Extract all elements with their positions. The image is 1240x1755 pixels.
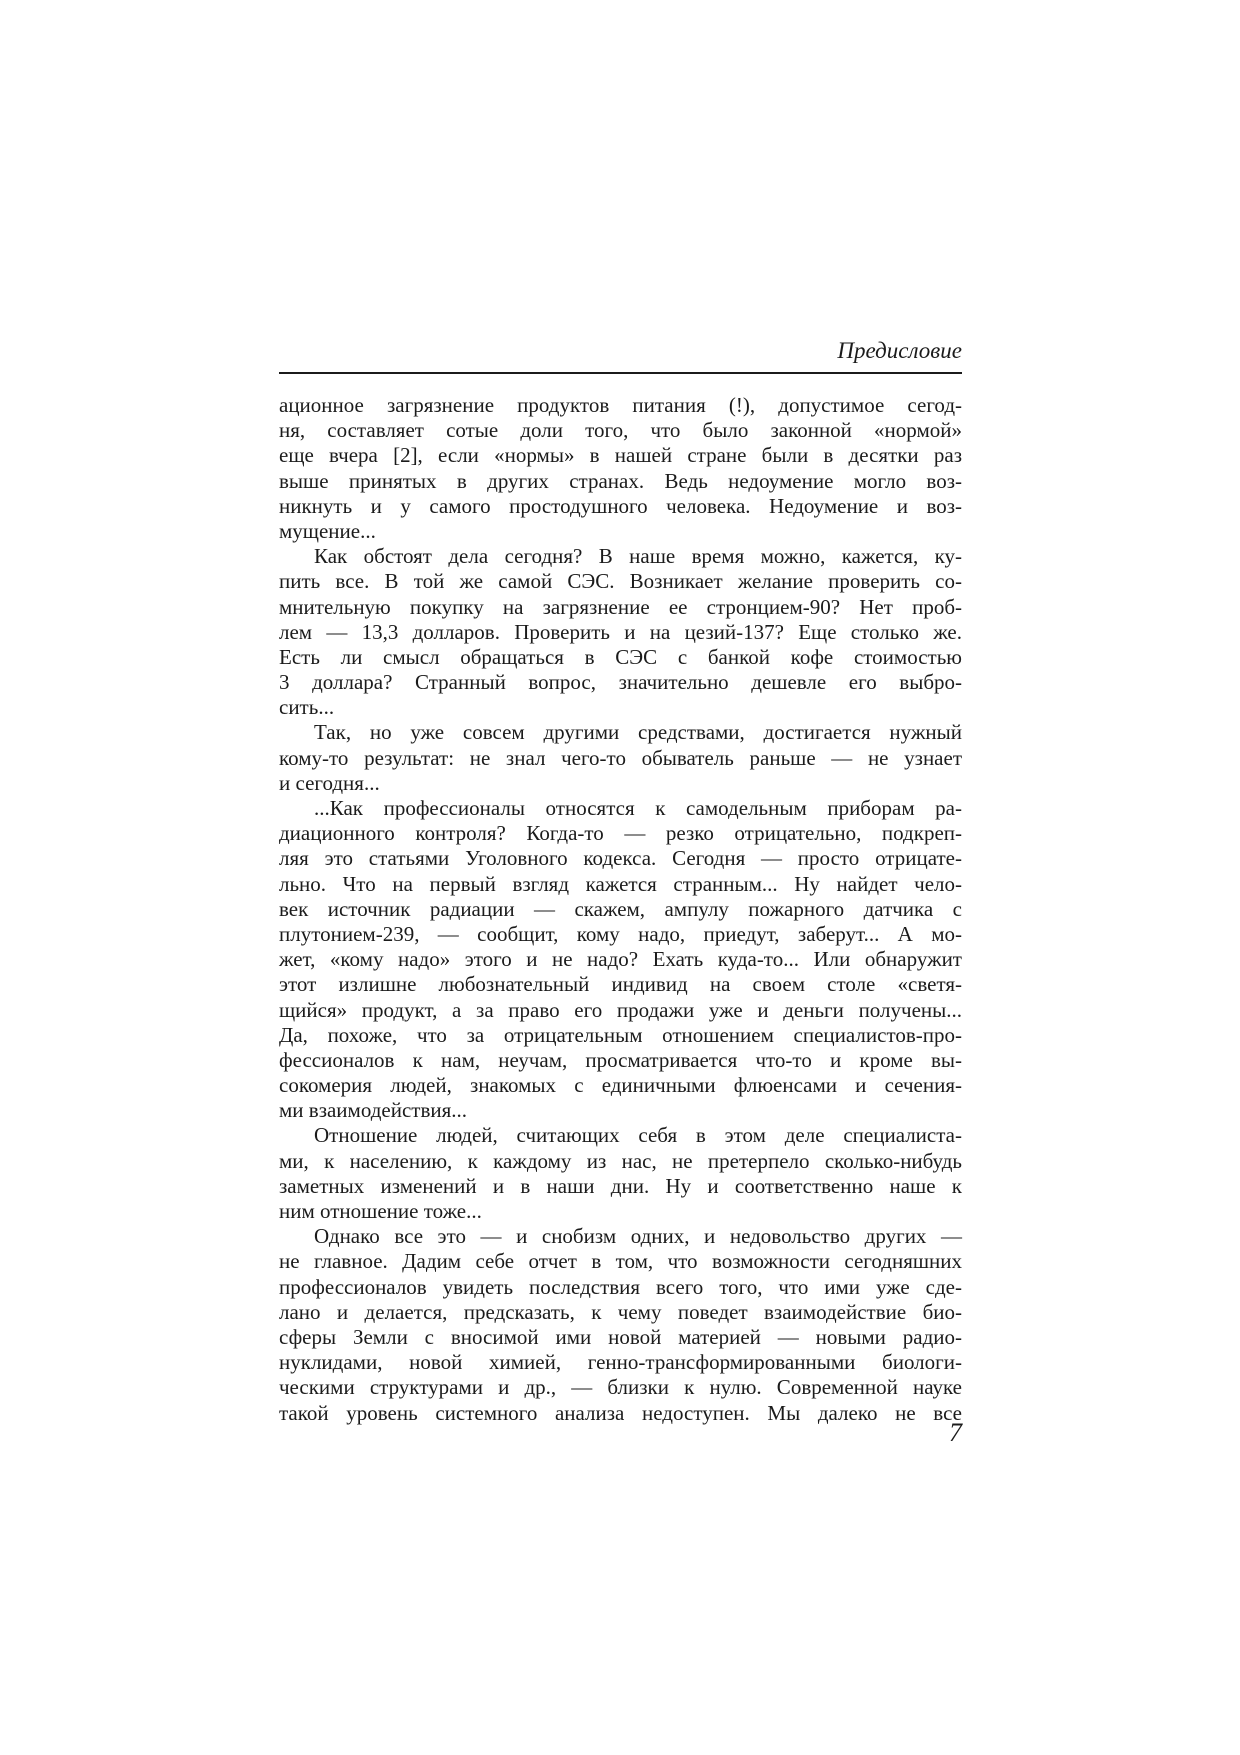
- text-line: плутонием-239, — сообщит, кому надо, приедут, заберут... А мо-: [279, 921, 962, 946]
- text-line: пить все. В той же самой СЭС. Возникает желание проверить со-: [279, 569, 962, 594]
- text-line: щийся» продукт, а за право его продажи уже и деньги получены...: [279, 997, 962, 1022]
- text-line: лано и делается, предсказать, к чему поведет взаимодействие био-: [279, 1299, 962, 1324]
- text-line: ационное загрязнение продуктов питания (!), допустимое сегод-: [279, 393, 962, 417]
- page-number: 7: [949, 1418, 962, 1447]
- text-line: мущение...: [279, 518, 376, 543]
- text-line: никнуть и у самого простодушного человека. Недоумение и воз-: [279, 493, 962, 518]
- text-line: жет, «кому надо» этого и не надо? Ехать куда-то... Или обнаружит: [279, 947, 962, 972]
- text-line: Как обстоят дела сегодня? В наше время можно, кажется, ку-: [314, 544, 962, 569]
- text-line: сферы Земли с вносимой ими новой материей — новыми радио-: [279, 1324, 962, 1349]
- text-line: и сегодня...: [279, 770, 380, 795]
- text-line: сокомерия людей, знакомых с единичными флюенсами и сечения-: [279, 1073, 962, 1098]
- text-line: нуклидами, новой химией, генно-трансформированными биологи-: [279, 1350, 962, 1375]
- text-line: еще вчера [2], если «нормы» в нашей стране были в десятки раз: [279, 443, 962, 468]
- text-line: профессионалов увидеть последствия всего того, что ими уже сде-: [279, 1274, 962, 1299]
- text-line: ми взаимодействия...: [279, 1098, 468, 1123]
- text-line: этот излишне любознательный индивид на своем столе «светя-: [279, 972, 962, 997]
- text-line: ня, составляет сотые доли того, что было законной «нормой»: [279, 418, 962, 443]
- text-line: ним отношение тоже...: [279, 1199, 482, 1223]
- text-line: ляя это статьями Уголовного кодекса. Сегодня — просто отрицате-: [279, 846, 962, 871]
- body-text: [279, 393, 962, 1426]
- text-line: льно. Что на первый взгляд кажется странным... Ну найдет чело-: [279, 871, 962, 896]
- text-line: сить...: [279, 695, 335, 720]
- text-line: заметных изменений и в наши дни. Ну и соответственно наше к: [279, 1173, 962, 1198]
- text-line: Да, похоже, что за отрицательным отношением специалистов-про-: [279, 1022, 962, 1047]
- text-line: мнительную покупку на загрязнение ее стронцием-90? Нет проб-: [279, 594, 962, 619]
- running-head: Предисловие: [837, 338, 962, 363]
- text-line: ми, к населению, к каждому из нас, не претерпело сколько-нибудь: [279, 1148, 962, 1173]
- text-line: диационного контроля? Когда-то — резко отрицательно, подкреп-: [279, 821, 962, 846]
- text-line: не главное. Дадим себе отчет в том, что возможности сегодняшних: [279, 1249, 962, 1274]
- text-line: век источник радиации — скажем, ампулу пожарного датчика с: [279, 896, 962, 921]
- header-rule: [279, 372, 962, 374]
- text-line: Однако все это — и снобизм одних, и недовольство других —: [314, 1224, 962, 1249]
- text-line: фессионалов к нам, неучам, просматривается что-то и кроме вы-: [279, 1047, 962, 1072]
- text-line: Отношение людей, считающих себя в этом деле специалиста-: [314, 1123, 962, 1148]
- text-line: выше принятых в других странах. Ведь недоумение могло воз-: [279, 468, 962, 493]
- text-line: такой уровень системного анализа недоступен. Мы далеко не все: [279, 1400, 962, 1425]
- text-line: кому-то результат: не знал чего-то обыватель раньше — не узнает: [279, 745, 962, 770]
- text-line: ческими структурами и др., — близки к нулю. Современной науке: [279, 1375, 962, 1400]
- text-line: лем — 13,3 долларов. Проверить и на цезий-137? Еще столько же.: [279, 619, 962, 644]
- text-line: ...Как профессионалы относятся к самодельным приборам ра-: [314, 796, 962, 820]
- text-line: 3 доллара? Странный вопрос, значительно дешевле его выбро-: [279, 670, 962, 695]
- text-line: Так, но уже совсем другими средствами, достигается нужный: [314, 720, 962, 745]
- text-line: Есть ли смысл обращаться в СЭС с банкой кофе стоимостью: [279, 644, 962, 669]
